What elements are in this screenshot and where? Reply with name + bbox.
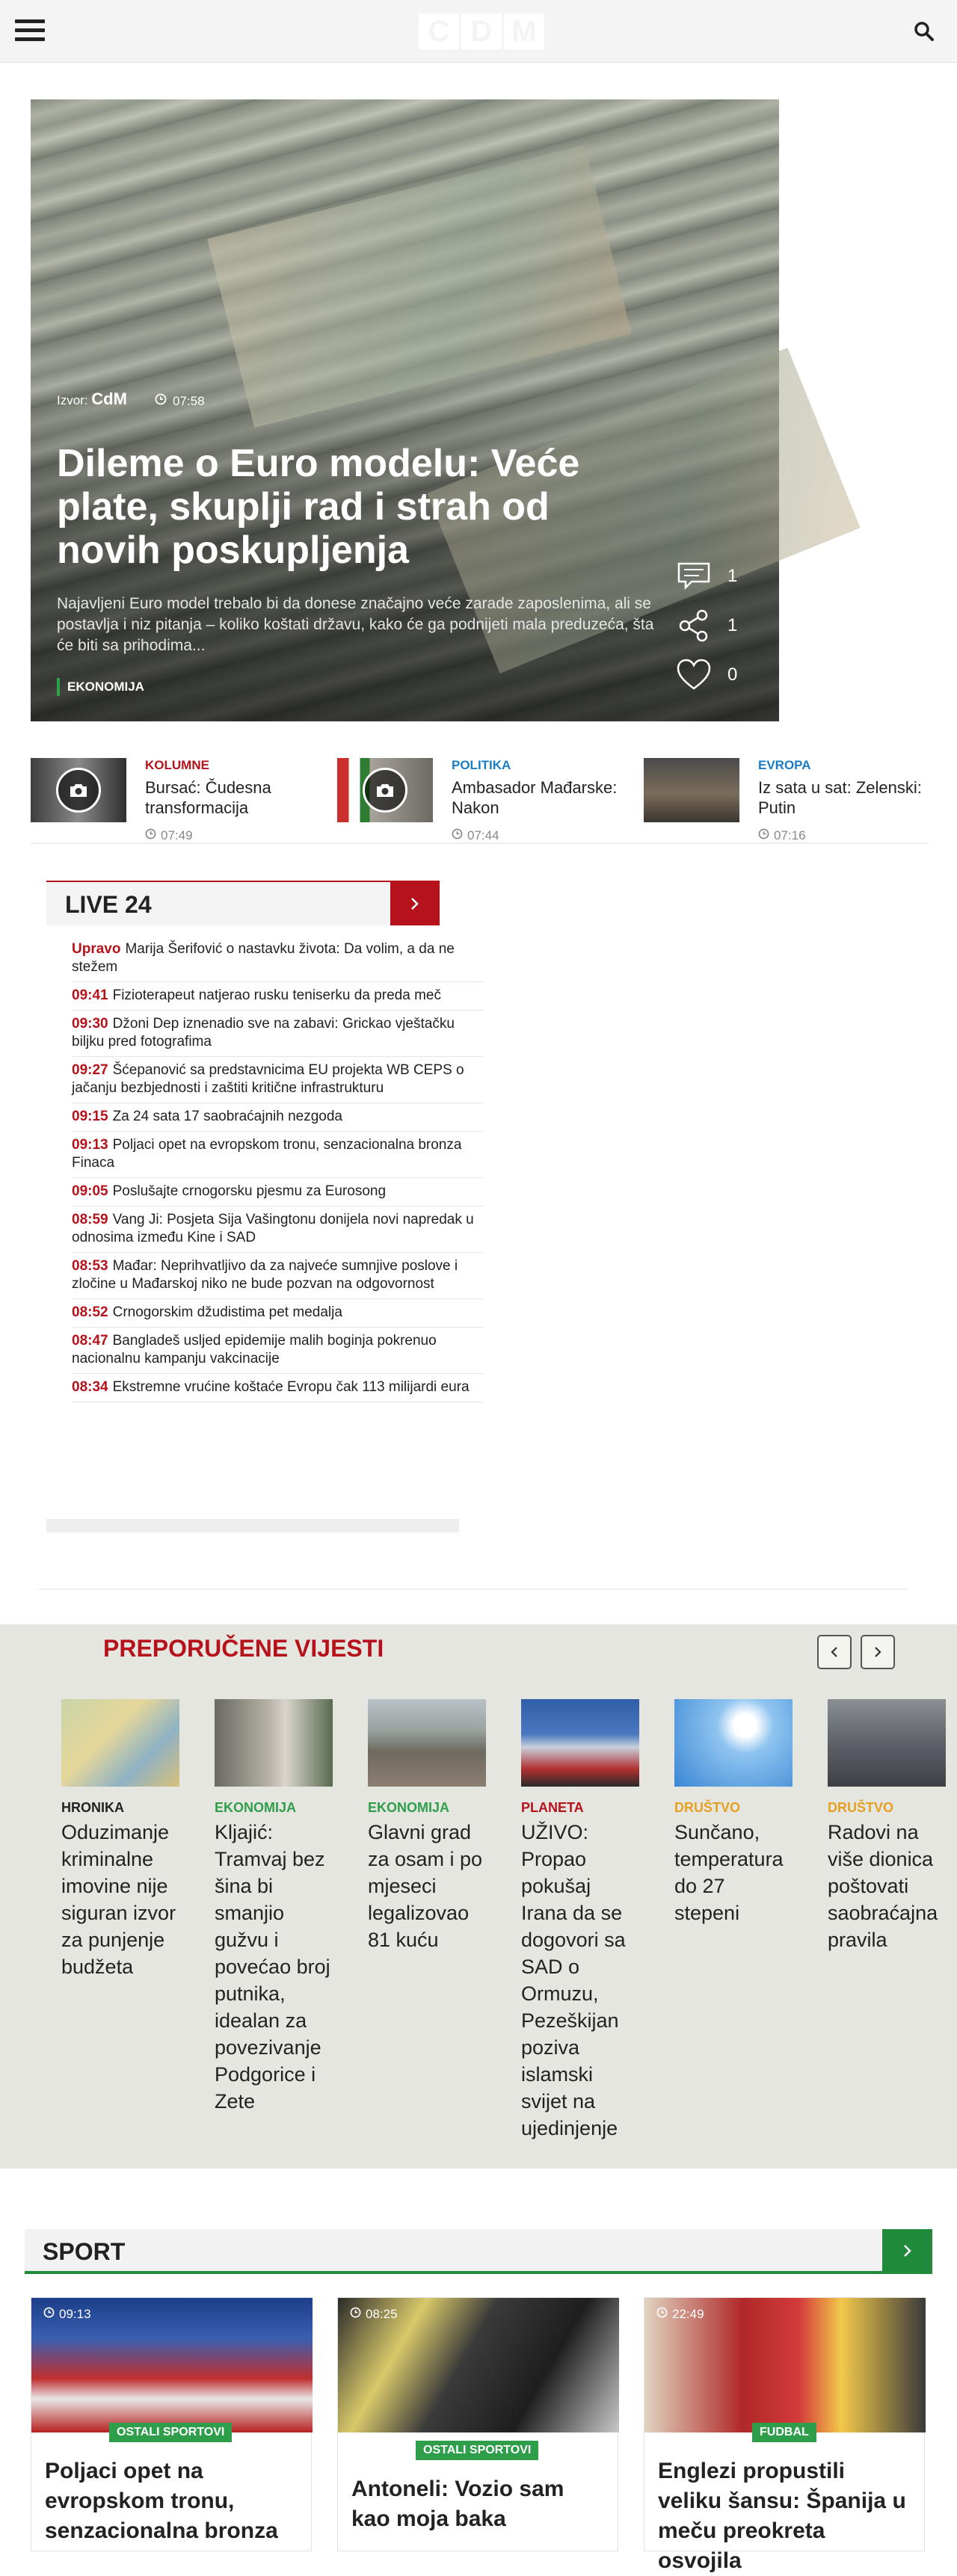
hero-source (57, 389, 127, 409)
secondary-articles (31, 758, 928, 844)
next-button[interactable] (861, 1635, 895, 1669)
clock-icon (758, 828, 769, 843)
menu-icon[interactable] (15, 19, 45, 43)
heart-icon (675, 656, 713, 694)
recommended-headline[interactable]: Oduzimanje kriminalne imovine nije siguran izvor za punjenje budžeta (61, 1821, 176, 1978)
clock-icon (452, 828, 463, 843)
site-header (0, 0, 957, 63)
recommended-category[interactable]: EKONOMIJA (215, 1800, 297, 1815)
live-item[interactable] (72, 1057, 483, 1103)
mini-title[interactable]: Ambasador Mađarske: Nakon (452, 778, 618, 817)
camera-icon (363, 768, 407, 813)
live-text: Crnogorskim džudistima pet medalja (112, 1304, 342, 1320)
clock-icon (155, 393, 167, 409)
live-time: 08:52 (72, 1304, 108, 1320)
hero-stats (675, 552, 737, 700)
mini-time (452, 828, 499, 843)
recommended-category[interactable]: DRUŠTVO (828, 1800, 894, 1815)
live-time: 09:15 (72, 1109, 108, 1124)
article-thumbnail[interactable] (31, 758, 126, 822)
sport-header (25, 2229, 932, 2274)
mini-category[interactable]: EVROPA (758, 758, 811, 772)
mini-article[interactable] (31, 758, 330, 844)
mini-article[interactable] (337, 758, 636, 844)
logo-letter: D (461, 13, 502, 49)
recommended-category[interactable]: PLANETA (521, 1800, 584, 1815)
mini-article[interactable] (644, 758, 943, 844)
sport-headline[interactable]: Poljaci opet na evropskom tronu, senzacionalna bronza (45, 2459, 278, 2543)
live-text: Bangladeš usljed epidemije malih boginja pokrenuo nacionalnu kampanju vakcinacije (72, 1333, 437, 1366)
hero-article[interactable] (31, 99, 779, 721)
site-logo[interactable] (419, 13, 544, 49)
prev-button[interactable] (817, 1635, 852, 1669)
recommended-image[interactable] (368, 1699, 486, 1787)
live-text: Marija Šerifović o nastavku života: Da volim, a da ne stežem (72, 941, 455, 975)
sport-tag[interactable]: OSTALI SPORTOVI (109, 2423, 232, 2442)
live-time: 08:53 (72, 1258, 108, 1274)
shares-count: 1 (727, 615, 738, 635)
sport-card[interactable] (31, 2297, 312, 2551)
live-item[interactable] (72, 982, 483, 1011)
recommended-title: PREPORUČENE VIJESTI (103, 1635, 384, 1662)
mini-title[interactable]: Iz sata u sat: Zelenski: Putin (758, 778, 922, 817)
mini-category[interactable]: KOLUMNE (145, 758, 209, 772)
recommended-category[interactable]: HRONIKA (61, 1800, 124, 1815)
live-footer-bar (46, 1519, 459, 1532)
recommended-card[interactable] (521, 1699, 639, 2142)
live-text: Fizioterapeut natjerao rusku teniserku da preda meč (112, 987, 441, 1003)
live-text: Poljaci opet na evropskom tronu, senzacionalna bronza Finaca (72, 1137, 462, 1171)
live-more-button[interactable] (390, 882, 440, 925)
live-time: 09:05 (72, 1183, 108, 1199)
hero-category[interactable]: EKONOMIJA (57, 678, 144, 696)
recommended-category[interactable]: DRUŠTVO (674, 1800, 741, 1815)
sport-time-text: 09:13 (59, 2307, 91, 2321)
mini-time-text: 07:44 (467, 828, 499, 842)
camera-icon (56, 768, 101, 813)
logo-letter: C (419, 13, 459, 49)
sport-tag[interactable]: OSTALI SPORTOVI (416, 2441, 538, 2460)
comment-icon (675, 558, 713, 595)
live-time: 09:30 (72, 1016, 108, 1032)
chevron-right-icon (902, 2243, 913, 2258)
mini-time-text: 07:16 (774, 828, 806, 842)
logo-letter: M (504, 13, 544, 49)
clock-icon (145, 828, 156, 843)
live-title: LIVE 24 (65, 891, 152, 918)
chevron-left-icon (830, 1645, 839, 1659)
live-item[interactable] (72, 1178, 483, 1207)
sport-time-text: 22:49 (672, 2307, 704, 2321)
live-item[interactable] (72, 1132, 483, 1178)
recommended-card[interactable] (828, 1699, 946, 1953)
live-time: 09:27 (72, 1062, 108, 1078)
sport-tag[interactable]: FUDBAL (752, 2423, 816, 2442)
live-item[interactable] (72, 1011, 483, 1057)
chevron-right-icon (873, 1645, 882, 1659)
recommended-image[interactable] (828, 1699, 946, 1787)
live-text: Vang Ji: Posjeta Sija Vašingtonu donijela novi napredak u odnosima između Kine i SAD (72, 1212, 474, 1245)
recommended-image[interactable] (521, 1699, 639, 1787)
sport-headline[interactable]: Antoneli: Vozio sam kao moja baka (351, 2477, 564, 2531)
live-item[interactable] (72, 1103, 483, 1132)
recommended-card[interactable] (215, 1699, 333, 2115)
chevron-right-icon (410, 896, 420, 911)
mini-time (145, 828, 193, 843)
recommended-image[interactable] (674, 1699, 793, 1787)
hero-title[interactable]: Dileme o Euro modelu: Veće plate, skuplji rad i strah od novih poskupljenja (57, 442, 580, 572)
mini-category[interactable]: POLITIKA (452, 758, 511, 772)
recommended-headline[interactable]: Sunčano, temperatura do 27 stepeni (674, 1821, 784, 1924)
sport-card[interactable] (337, 2297, 618, 2551)
recommended-headline[interactable]: Glavni grad za osam i po mjeseci legalizovao 81 kuću (368, 1821, 483, 1951)
live-text: Šćepanović sa predstavnicima EU projekta WB CEPS o jačanju bezbjednosti i zaštiti kritične infrastrukturu (72, 1062, 464, 1096)
sport-time (656, 2307, 704, 2322)
live-item[interactable] (72, 1253, 483, 1299)
recommended-card[interactable] (61, 1699, 179, 1980)
likes-stat[interactable] (675, 650, 737, 700)
recommended-headline[interactable]: Kljajić: Tramvaj bez šina bi smanjio gužvu i povećao broj putnika, idealan za povezivanje Podgorice i Zete (215, 1821, 330, 2113)
sport-time-text: 08:25 (366, 2307, 398, 2321)
sport-more-button[interactable] (882, 2229, 932, 2273)
share-icon (675, 607, 713, 644)
recommended-category[interactable]: EKONOMIJA (368, 1800, 450, 1815)
hero-time-text: 07:58 (173, 393, 205, 408)
live-24-widget (46, 881, 474, 1395)
sport-card[interactable] (644, 2297, 925, 2573)
mini-time (758, 828, 806, 843)
live-time: 08:47 (72, 1333, 108, 1349)
clock-icon (656, 2307, 668, 2322)
recommended-card[interactable] (674, 1699, 793, 1926)
comments-stat[interactable] (675, 552, 737, 601)
recommended-image[interactable] (61, 1699, 179, 1787)
live-list (72, 936, 483, 1402)
sport-time (43, 2307, 91, 2322)
live-item[interactable] (72, 1328, 483, 1374)
recommended-headline[interactable]: UŽIVO: Propao pokušaj Irana da se dogovori sa SAD o Ormuzu, Pezeškijan poziva islamski svijet na ujedinjenje (521, 1821, 626, 2139)
sport-time (350, 2307, 398, 2322)
mini-title[interactable]: Bursać: Čudesna transformacija (145, 778, 271, 817)
article-thumbnail[interactable] (644, 758, 739, 822)
live-text: Poslušajte crnogorsku pjesmu za Eurosong (112, 1183, 387, 1199)
live-time: 09:13 (72, 1137, 108, 1153)
live-text: Mađar: Neprihvatljivo da za najveće sumnjive poslove i zločine u Mađarskoj niko ne bude pozvan na odgovornost (72, 1258, 458, 1292)
source-label: Izvor: (57, 393, 88, 407)
clock-icon (350, 2307, 361, 2322)
hero-image-shape (207, 145, 631, 428)
article-thumbnail[interactable] (337, 758, 433, 822)
live-time: 09:41 (72, 987, 108, 1003)
live-header (46, 881, 440, 925)
live-text: Ekstremne vrućine koštaće Evropu čak 113 milijardi eura (112, 1379, 470, 1395)
recommended-image[interactable] (215, 1699, 333, 1787)
sport-title: SPORT (43, 2238, 126, 2265)
search-icon[interactable] (914, 21, 935, 42)
live-text: Za 24 sata 17 saobraćajnih nezgoda (112, 1109, 342, 1124)
live-text: Džoni Dep iznenadio sve na zabavi: Grickao vještačku biljku pred fotografima (72, 1016, 455, 1050)
recommended-card[interactable] (368, 1699, 486, 1953)
recommended-headline[interactable]: Radovi na više dionica poštovati saobraćajna pravila (828, 1821, 938, 1951)
live-time: 08:59 (72, 1212, 108, 1227)
live-item[interactable] (72, 936, 483, 982)
section-divider (38, 1589, 908, 1590)
hero-lead: Najavljeni Euro model trebalo bi da donese značajno veće zarade zaposlenima, ali se postavlja i niz pitanja – koliko koštati državu, kako će ga podnijeti mala preduzeća, šta će biti sa prihodima... (57, 595, 654, 654)
recommended-section (0, 1624, 957, 2169)
live-item[interactable] (72, 1374, 483, 1402)
shares-stat[interactable] (675, 601, 737, 650)
source-name: CdM (91, 389, 127, 408)
live-item[interactable] (72, 1207, 483, 1253)
clock-icon (43, 2307, 55, 2322)
hero-time (155, 393, 205, 409)
mini-time-text: 07:49 (161, 828, 193, 842)
live-time: 08:34 (72, 1379, 108, 1395)
comments-count: 1 (727, 566, 738, 586)
live-time: Upravo (72, 941, 121, 957)
likes-count: 0 (727, 665, 738, 685)
sport-headline[interactable]: Englezi propustili veliku šansu: Španija u meču preokreta osvojila (658, 2459, 906, 2573)
live-item[interactable] (72, 1299, 483, 1328)
